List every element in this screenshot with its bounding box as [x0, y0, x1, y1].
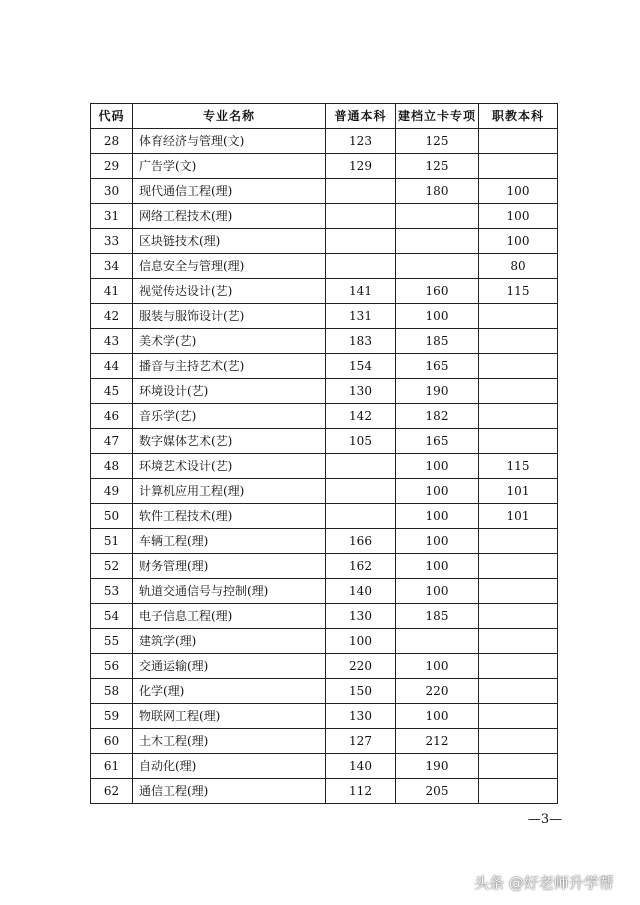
table-row: [91, 204, 558, 229]
cell-poverty-special: 220: [396, 679, 479, 704]
table-body: [91, 129, 558, 804]
cell-vocational-undergrad: [479, 554, 558, 579]
cell-vocational-undergrad: [479, 629, 558, 654]
cell-code: 47: [91, 429, 133, 454]
cell-code: 43: [91, 329, 133, 354]
cell-major-name: 交通运输(理): [133, 654, 326, 679]
cell-poverty-special: 100: [396, 304, 479, 329]
cell-regular-undergrad: 166: [326, 529, 396, 554]
cell-major-name: 计算机应用工程(理): [133, 479, 326, 504]
cell-vocational-undergrad: [479, 579, 558, 604]
cell-code: 48: [91, 454, 133, 479]
cell-poverty-special: 100: [396, 579, 479, 604]
table-row: [91, 579, 558, 604]
cell-major-name: 软件工程技术(理): [133, 504, 326, 529]
cell-vocational-undergrad: [479, 304, 558, 329]
cell-vocational-undergrad: 100: [479, 179, 558, 204]
cell-code: 45: [91, 379, 133, 404]
cell-vocational-undergrad: [479, 754, 558, 779]
cell-vocational-undergrad: 101: [479, 504, 558, 529]
cell-regular-undergrad: 140: [326, 579, 396, 604]
cell-major-name: 信息安全与管理(理): [133, 254, 326, 279]
cell-regular-undergrad: [326, 254, 396, 279]
cell-major-name: 网络工程技术(理): [133, 204, 326, 229]
cell-code: 50: [91, 504, 133, 529]
table-row: [91, 254, 558, 279]
header-major-name: 专业名称: [133, 104, 326, 129]
table-row: [91, 404, 558, 429]
cell-poverty-special: [396, 254, 479, 279]
majors-table: [90, 103, 558, 804]
cell-code: 31: [91, 204, 133, 229]
table-row: [91, 304, 558, 329]
cell-vocational-undergrad: [479, 654, 558, 679]
cell-regular-undergrad: 130: [326, 604, 396, 629]
cell-major-name: 视觉传达设计(艺): [133, 279, 326, 304]
cell-major-name: 现代通信工程(理): [133, 179, 326, 204]
cell-poverty-special: 100: [396, 654, 479, 679]
cell-code: 34: [91, 254, 133, 279]
cell-vocational-undergrad: [479, 354, 558, 379]
cell-regular-undergrad: [326, 179, 396, 204]
cell-poverty-special: [396, 204, 479, 229]
cell-poverty-special: 160: [396, 279, 479, 304]
header-poverty-special: 建档立卡专项: [396, 104, 479, 129]
cell-regular-undergrad: [326, 504, 396, 529]
cell-code: 53: [91, 579, 133, 604]
cell-regular-undergrad: 129: [326, 154, 396, 179]
table-row: [91, 604, 558, 629]
table-row: [91, 229, 558, 254]
cell-vocational-undergrad: [479, 779, 558, 804]
cell-regular-undergrad: 162: [326, 554, 396, 579]
table-row: [91, 429, 558, 454]
cell-major-name: 体育经济与管理(文): [133, 129, 326, 154]
cell-code: 56: [91, 654, 133, 679]
cell-major-name: 财务管理(理): [133, 554, 326, 579]
cell-poverty-special: 190: [396, 754, 479, 779]
cell-code: 29: [91, 154, 133, 179]
cell-major-name: 建筑学(理): [133, 629, 326, 654]
cell-major-name: 自动化(理): [133, 754, 326, 779]
cell-regular-undergrad: 130: [326, 379, 396, 404]
table-row: [91, 504, 558, 529]
cell-poverty-special: 180: [396, 179, 479, 204]
cell-poverty-special: 165: [396, 354, 479, 379]
table-row: [91, 354, 558, 379]
cell-poverty-special: [396, 229, 479, 254]
cell-code: 28: [91, 129, 133, 154]
table-row: [91, 704, 558, 729]
table-row: [91, 529, 558, 554]
header-code: 代码: [91, 104, 133, 129]
cell-poverty-special: 205: [396, 779, 479, 804]
cell-vocational-undergrad: 80: [479, 254, 558, 279]
cell-major-name: 区块链技术(理): [133, 229, 326, 254]
cell-major-name: 服装与服饰设计(艺): [133, 304, 326, 329]
cell-vocational-undergrad: [479, 729, 558, 754]
cell-regular-undergrad: 154: [326, 354, 396, 379]
cell-code: 54: [91, 604, 133, 629]
cell-poverty-special: 100: [396, 529, 479, 554]
cell-major-name: 环境艺术设计(艺): [133, 454, 326, 479]
header-row: [91, 104, 558, 129]
table-row: [91, 779, 558, 804]
cell-regular-undergrad: 130: [326, 704, 396, 729]
cell-vocational-undergrad: [479, 529, 558, 554]
cell-regular-undergrad: 183: [326, 329, 396, 354]
cell-poverty-special: 125: [396, 129, 479, 154]
table-row: [91, 679, 558, 704]
table-row: [91, 654, 558, 679]
cell-code: 58: [91, 679, 133, 704]
cell-vocational-undergrad: [479, 429, 558, 454]
cell-poverty-special: 100: [396, 504, 479, 529]
cell-regular-undergrad: 220: [326, 654, 396, 679]
cell-regular-undergrad: 141: [326, 279, 396, 304]
cell-regular-undergrad: [326, 454, 396, 479]
table-row: [91, 379, 558, 404]
cell-major-name: 电子信息工程(理): [133, 604, 326, 629]
cell-regular-undergrad: 131: [326, 304, 396, 329]
cell-poverty-special: 190: [396, 379, 479, 404]
cell-major-name: 物联网工程(理): [133, 704, 326, 729]
table-row: [91, 179, 558, 204]
cell-vocational-undergrad: [479, 154, 558, 179]
cell-major-name: 环境设计(艺): [133, 379, 326, 404]
header-regular-undergrad: 普通本科: [326, 104, 396, 129]
cell-regular-undergrad: [326, 479, 396, 504]
table-row: [91, 329, 558, 354]
cell-vocational-undergrad: [479, 704, 558, 729]
cell-regular-undergrad: [326, 204, 396, 229]
cell-code: 51: [91, 529, 133, 554]
table-row: [91, 629, 558, 654]
cell-vocational-undergrad: [479, 379, 558, 404]
cell-code: 41: [91, 279, 133, 304]
cell-vocational-undergrad: [479, 404, 558, 429]
cell-regular-undergrad: 112: [326, 779, 396, 804]
table-row: [91, 279, 558, 304]
cell-major-name: 土木工程(理): [133, 729, 326, 754]
cell-poverty-special: 185: [396, 604, 479, 629]
cell-code: 49: [91, 479, 133, 504]
cell-regular-undergrad: 142: [326, 404, 396, 429]
cell-vocational-undergrad: 101: [479, 479, 558, 504]
cell-poverty-special: 212: [396, 729, 479, 754]
cell-vocational-undergrad: 115: [479, 279, 558, 304]
table-row: [91, 454, 558, 479]
cell-vocational-undergrad: [479, 679, 558, 704]
cell-poverty-special: 100: [396, 554, 479, 579]
cell-code: 30: [91, 179, 133, 204]
cell-major-name: 车辆工程(理): [133, 529, 326, 554]
table-row: [91, 729, 558, 754]
cell-poverty-special: [396, 629, 479, 654]
cell-code: 52: [91, 554, 133, 579]
cell-major-name: 美术学(艺): [133, 329, 326, 354]
cell-regular-undergrad: 105: [326, 429, 396, 454]
cell-vocational-undergrad: 115: [479, 454, 558, 479]
cell-vocational-undergrad: [479, 604, 558, 629]
cell-regular-undergrad: 100: [326, 629, 396, 654]
cell-poverty-special: 185: [396, 329, 479, 354]
page-number: —3—: [527, 812, 563, 827]
table-row: [91, 479, 558, 504]
cell-major-name: 播音与主持艺术(艺): [133, 354, 326, 379]
cell-regular-undergrad: 140: [326, 754, 396, 779]
cell-poverty-special: 100: [396, 454, 479, 479]
cell-code: 60: [91, 729, 133, 754]
cell-major-name: 通信工程(理): [133, 779, 326, 804]
cell-vocational-undergrad: [479, 329, 558, 354]
cell-major-name: 轨道交通信号与控制(理): [133, 579, 326, 604]
cell-code: 46: [91, 404, 133, 429]
cell-vocational-undergrad: [479, 129, 558, 154]
cell-poverty-special: 165: [396, 429, 479, 454]
cell-code: 33: [91, 229, 133, 254]
cell-regular-undergrad: 127: [326, 729, 396, 754]
cell-code: 42: [91, 304, 133, 329]
cell-regular-undergrad: 123: [326, 129, 396, 154]
cell-regular-undergrad: 150: [326, 679, 396, 704]
cell-code: 59: [91, 704, 133, 729]
cell-major-name: 数字媒体艺术(艺): [133, 429, 326, 454]
table-row: [91, 129, 558, 154]
table-row: [91, 554, 558, 579]
cell-poverty-special: 100: [396, 704, 479, 729]
cell-poverty-special: 100: [396, 479, 479, 504]
cell-code: 61: [91, 754, 133, 779]
cell-major-name: 音乐学(艺): [133, 404, 326, 429]
cell-code: 55: [91, 629, 133, 654]
cell-major-name: 化学(理): [133, 679, 326, 704]
cell-poverty-special: 182: [396, 404, 479, 429]
cell-poverty-special: 125: [396, 154, 479, 179]
cell-code: 62: [91, 779, 133, 804]
watermark: 头条 @好老师升学帮: [474, 874, 614, 892]
cell-code: 44: [91, 354, 133, 379]
table-row: [91, 754, 558, 779]
cell-regular-undergrad: [326, 229, 396, 254]
table-row: [91, 154, 558, 179]
header-vocational-undergrad: 职教本科: [479, 104, 558, 129]
cell-major-name: 广告学(文): [133, 154, 326, 179]
cell-vocational-undergrad: 100: [479, 204, 558, 229]
cell-vocational-undergrad: 100: [479, 229, 558, 254]
